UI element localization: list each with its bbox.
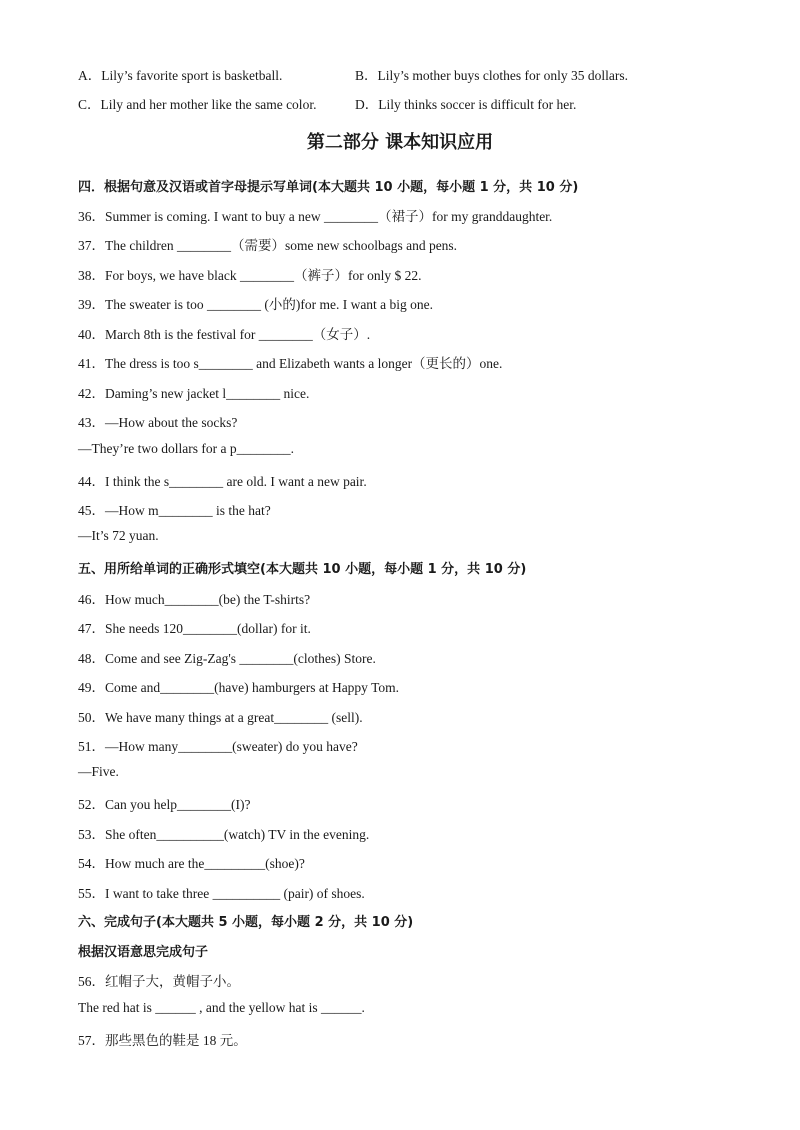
section-6-subtitle: 根据汉语意思完成句子	[78, 945, 209, 960]
question-44: 44．I think the s________ are old. I want a new pair.	[78, 474, 367, 489]
question-49: 49．Come and________(have) hamburgers at Happy Tom.	[78, 680, 399, 695]
question-40: 40．March 8th is the festival for ________（女子）.	[78, 327, 371, 342]
question-38: 38．For boys, we have black ________（裤子）for only $ 22.	[78, 268, 422, 283]
option-b: B．Lily’s mother buys clothes for only 35 dollars.	[355, 68, 628, 83]
question-45: 45．—How m________ is the hat?	[78, 503, 271, 518]
question-47: 47．She needs 120________(dollar) for it.	[78, 621, 311, 636]
question-50: 50．We have many things at a great________ (sell).	[78, 710, 363, 725]
question-56: 56．红帽子大，黄帽子小。	[78, 974, 240, 989]
question-43-answer-line: —They’re two dollars for a p________.	[78, 441, 294, 456]
question-51: 51．—How many________(sweater) do you have?	[78, 739, 358, 754]
section-6-title: 六、完成句子(本大题共 5 小题，每小题 2 分，共 10 分)	[78, 915, 414, 930]
option-a: A．Lily’s favorite sport is basketball.	[78, 68, 283, 83]
option-c: C．Lily and her mother like the same color.	[78, 97, 317, 112]
option-d: D．Lily thinks soccer is difficult for her.	[355, 97, 577, 112]
question-53: 53．She often__________(watch) TV in the evening.	[78, 827, 370, 842]
question-54: 54．How much are the_________(shoe)?	[78, 856, 305, 871]
question-48: 48．Come and see Zig-Zag's ________(clothes) Store.	[78, 651, 376, 666]
question-46: 46．How much________(be) the T-shirts?	[78, 592, 311, 607]
question-39: 39．The sweater is too ________ (小的)for me. I want a big one.	[78, 297, 434, 312]
question-36: 36．Summer is coming. I want to buy a new ________（裙子）for my granddaughter.	[78, 209, 553, 224]
question-41: 41．The dress is too s________ and Elizabeth wants a longer（更长的）one.	[78, 356, 503, 371]
section-5-title: 五、用所给单词的正确形式填空(本大题共 10 小题，每小题 1 分，共 10 分)	[78, 562, 527, 577]
part-title: 第二部分 课本知识应用	[306, 132, 494, 153]
question-55: 55．I want to take three __________ (pair) of shoes.	[78, 886, 365, 901]
question-37: 37．The children ________（需要）some new schoolbags and pens.	[78, 238, 458, 253]
question-57: 57．那些黑色的鞋是 18 元。	[78, 1033, 247, 1048]
question-52: 52．Can you help________(I)?	[78, 797, 251, 812]
section-4-title: 四．根据句意及汉语或首字母提示写单词(本大题共 10 小题，每小题 1 分，共 10 分)	[78, 180, 579, 195]
options-row-ab	[78, 64, 628, 84]
question-51-answer-line: —Five.	[78, 764, 119, 779]
question-43: 43．—How about the socks?	[78, 415, 238, 430]
options-row-cd	[78, 93, 577, 113]
question-42: 42．Daming’s new jacket l________ nice.	[78, 386, 310, 401]
question-56-answer-line: The red hat is ______ , and the yellow hat is ______.	[78, 1000, 365, 1015]
question-45-answer-line: —It’s 72 yuan.	[78, 528, 159, 543]
